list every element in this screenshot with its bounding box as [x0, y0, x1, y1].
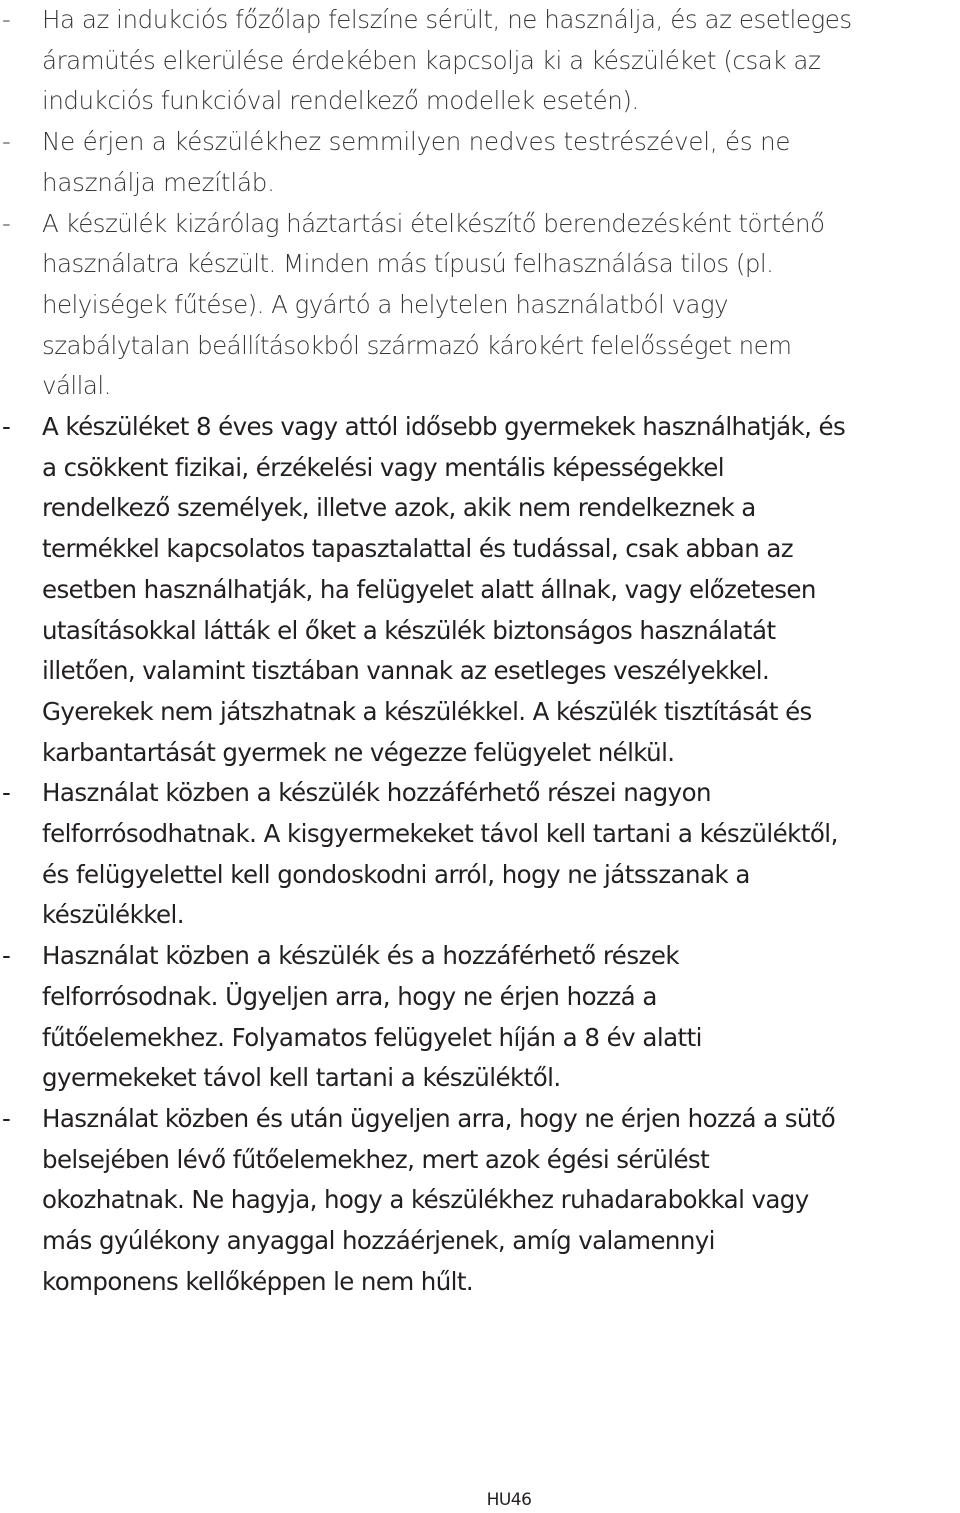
warning-line: okozhatnak. Ne hagyja, hogy a készülékhez ruhadarabokkal vagy — [42, 1185, 809, 1215]
warning-line: helyiségek fűtése). A gyártó a helytelen használatból vagy — [42, 289, 728, 319]
warning-line: gyermekeket távol kell tartani a készüléktől. — [42, 1063, 561, 1093]
warning-line: belsejében lévő fűtőelemekhez, mert azok égési sérülést — [42, 1144, 710, 1174]
warning-line: esetben használhatják, ha felügyelet alatt állnak, vagy előzetesen — [42, 574, 816, 604]
warning-line: készülékkel. — [42, 900, 184, 930]
page-footer — [0, 1490, 960, 1510]
warning-line: Használat közben a készülék hozzáférhető részei nagyon — [42, 778, 712, 808]
warning-line: komponens kellőképpen le nem hűlt. — [42, 1266, 474, 1296]
warning-item-heating-elements — [0, 936, 960, 1099]
warning-item-oven-interior — [0, 1099, 960, 1303]
warning-line: más gyúlékony anyaggal hozzáérjenek, amíg valamennyi — [42, 1226, 715, 1256]
bullet-dash: - — [2, 208, 11, 238]
bullet-dash: - — [2, 778, 11, 808]
warning-line: áramütés elkerülése érdekében kapcsolja ki a készüléket (csak az — [42, 45, 821, 75]
warning-line: Használat közben és után ügyeljen arra, hogy ne érjen hozzá a sütő — [42, 1103, 836, 1133]
warning-line: és felügyelettel kell gondoskodni arról, hogy ne játsszanak a — [42, 859, 750, 889]
warning-item-wet-body — [0, 122, 960, 203]
warning-line: a csökkent fizikai, érzékelési vagy mentális képességekkel — [42, 452, 724, 482]
warning-line: indukciós funkcióval rendelkező modellek esetén). — [42, 86, 639, 116]
warning-item-children-supervision — [0, 407, 960, 773]
warning-line: használatra készült. Minden más típusú felhasználása tilos (pl. — [42, 249, 774, 279]
warning-line: Gyerekek nem játszhatnak a készülékkel. A készülék tisztítását és — [42, 696, 812, 726]
bullet-dash: - — [2, 127, 11, 157]
warning-line: Ha az indukciós főzőlap felszíne sérült, ne használja, és az esetleges — [42, 5, 852, 34]
warning-line: fűtőelemekhez. Folyamatos felügyelet híján a 8 év alatti — [42, 1022, 702, 1052]
warning-line: felforrósodhatnak. A kisgyermekeket távol kell tartani a készüléktől, — [42, 819, 838, 849]
bullet-dash: - — [2, 941, 11, 971]
warning-line: Használat közben a készülék és a hozzáférhető részek — [42, 941, 680, 971]
warning-line: rendelkező személyek, illetve azok, akik nem rendelkeznek a — [42, 493, 756, 523]
warning-item-damaged-hob — [0, 0, 960, 122]
warning-line: szabálytalan beállításokból származó károkért felelősséget nem — [42, 330, 792, 360]
page-number: HU46 — [486, 1490, 532, 1510]
warning-line: használja mezítláb. — [42, 167, 275, 197]
warning-item-hot-parts — [0, 773, 960, 936]
warning-line: utasításokkal látták el őket a készülék biztonságos használatát — [42, 615, 776, 645]
warning-line: termékkel kapcsolatos tapasztalattal és tudással, csak abban az — [42, 534, 794, 564]
warning-line: felforrósodnak. Ügyeljen arra, hogy ne érjen hozzá a — [42, 981, 657, 1011]
warning-line: Ne érjen a készülékhez semmilyen nedves testrészével, és ne — [42, 127, 791, 157]
warning-line: A készüléket 8 éves vagy attól idősebb gyermekek használhatják, és — [42, 412, 846, 442]
bullet-dash: - — [2, 1103, 11, 1133]
bullet-dash: - — [2, 412, 11, 442]
warning-item-household-use — [0, 204, 960, 408]
warning-line: illetően, valamint tisztában vannak az esetleges veszélyekkel. — [42, 656, 770, 686]
warning-line: A készülék kizárólag háztartási ételkészítő berendezésként történő — [42, 208, 825, 238]
warning-line: vállal. — [42, 371, 111, 401]
bullet-dash: - — [2, 5, 11, 34]
warning-line: karbantartását gyermek ne végezze felügyelet nélkül. — [42, 737, 675, 767]
